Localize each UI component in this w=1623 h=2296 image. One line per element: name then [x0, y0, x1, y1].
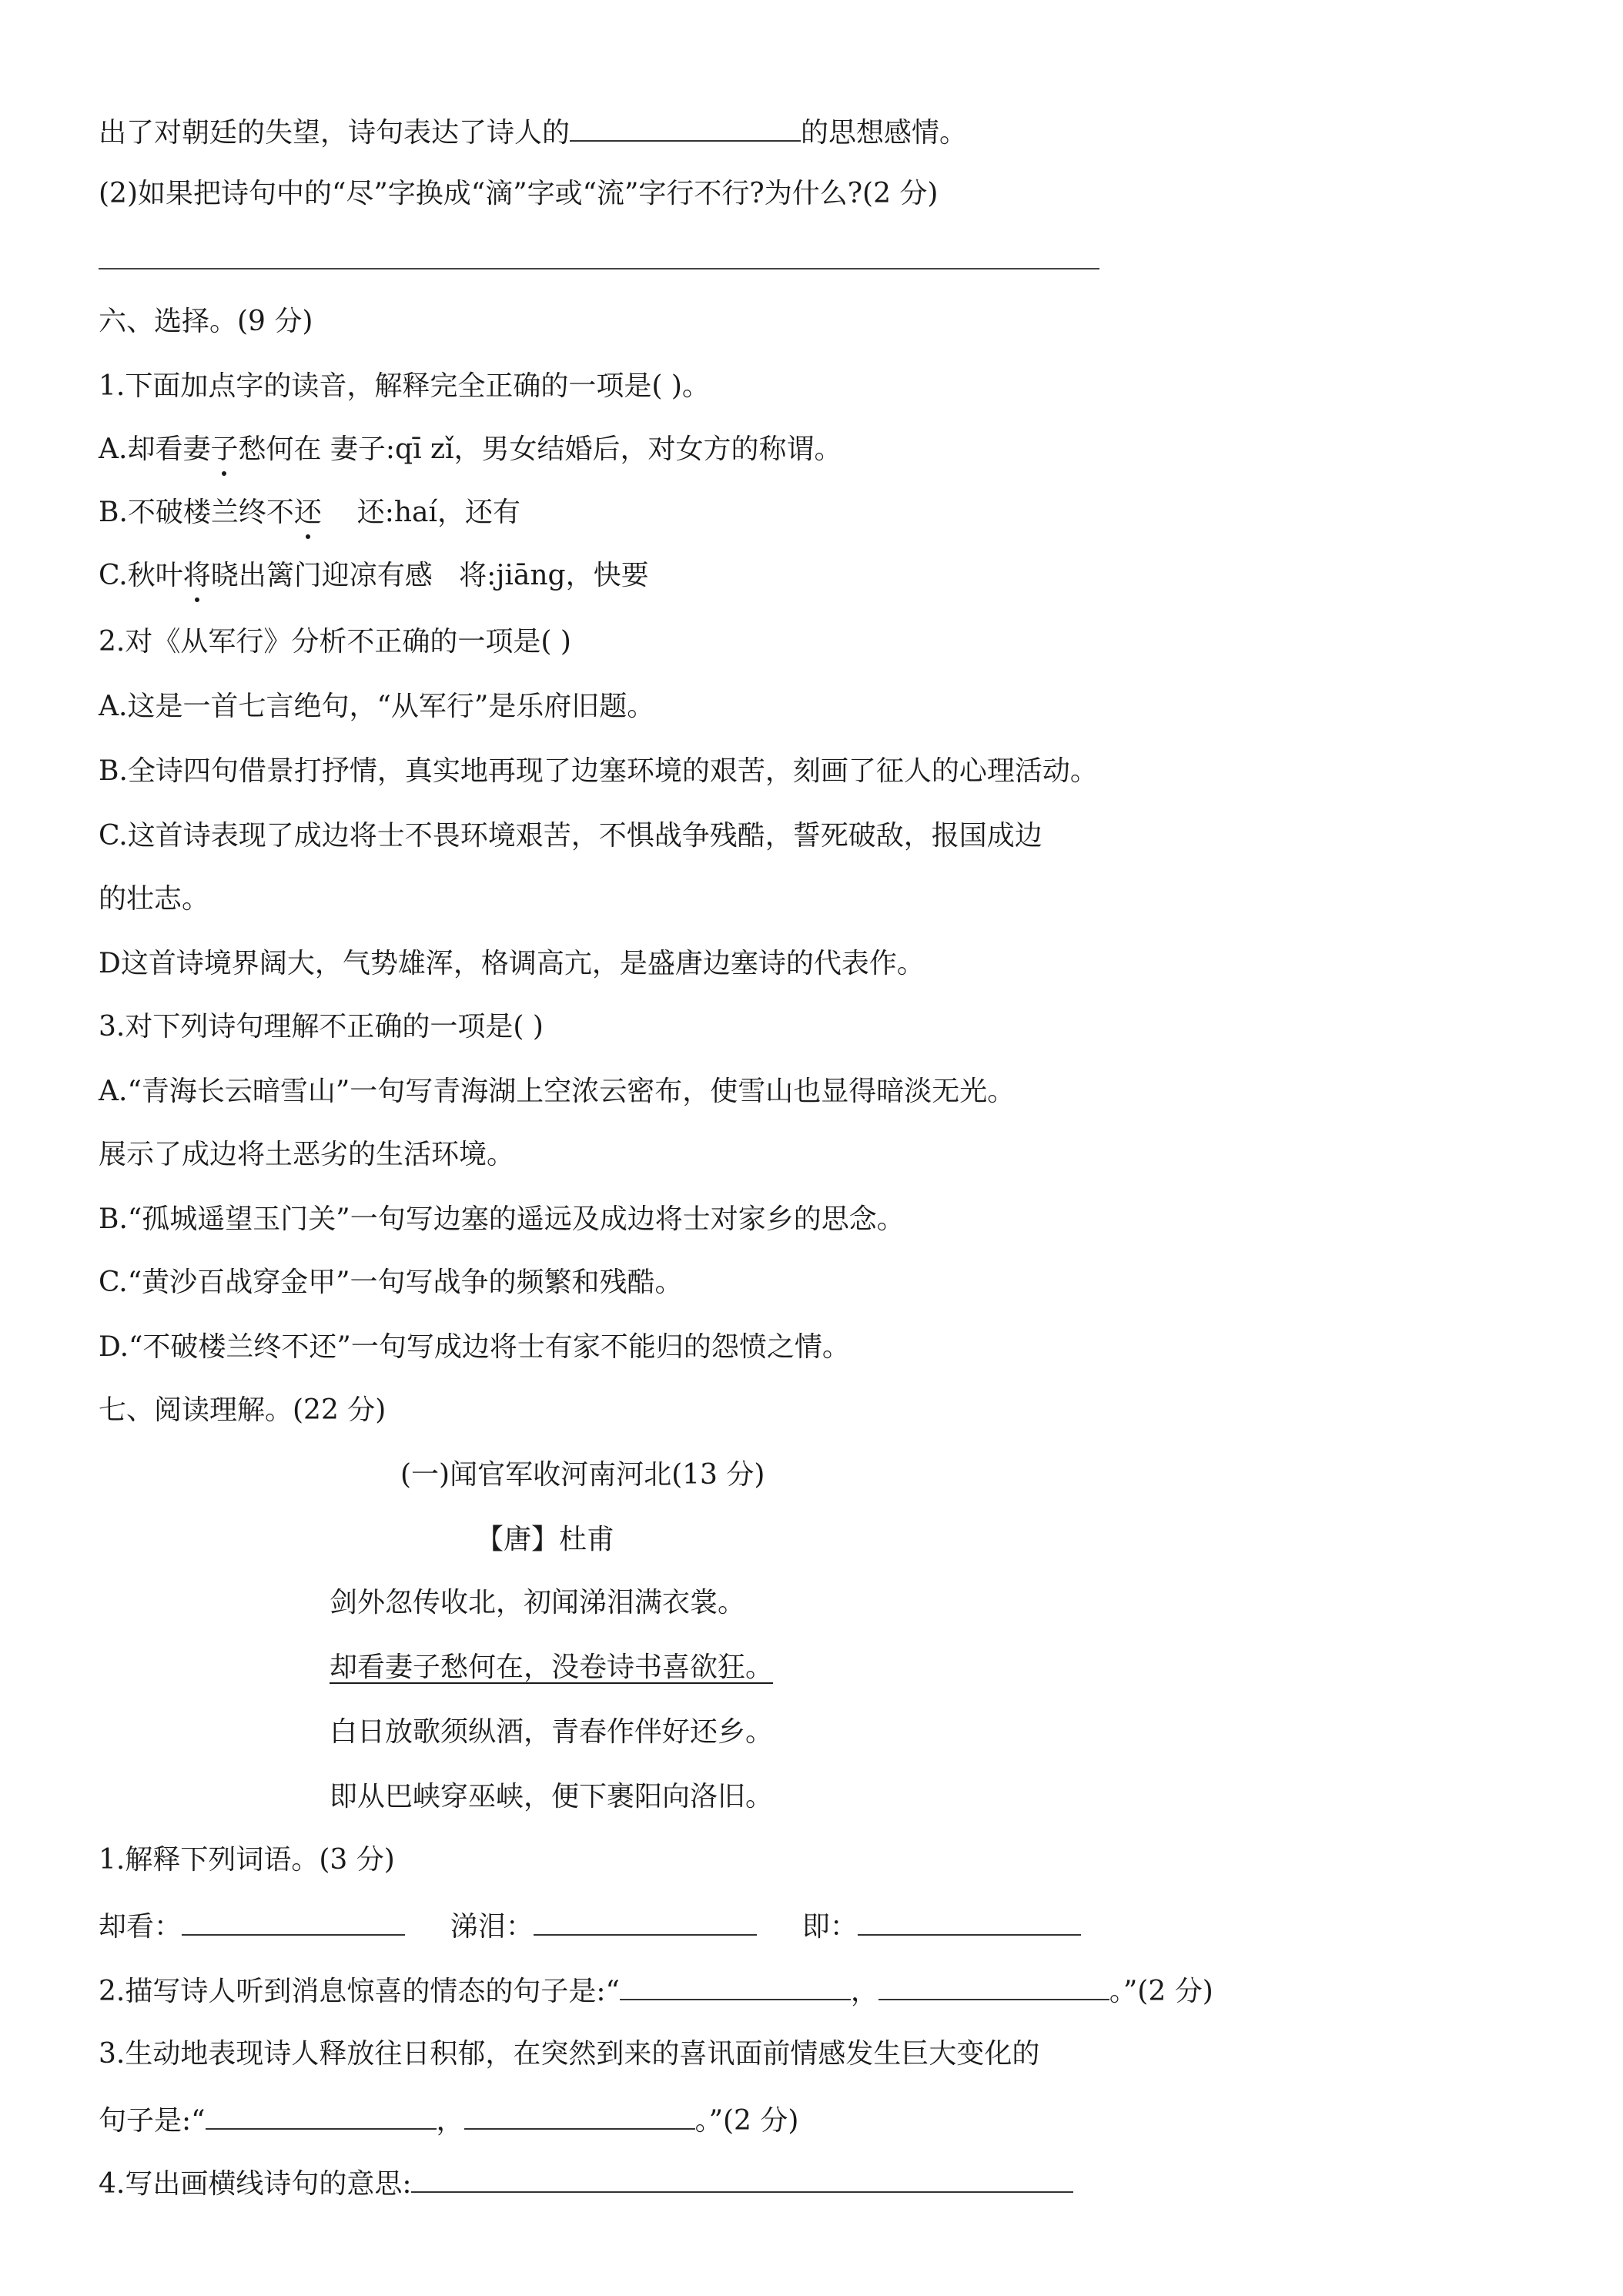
- poem-line-2: [330, 1651, 773, 1685]
- text: C.秋叶: [99, 560, 183, 591]
- reading-question-1: 1.解释下列词语。(3 分): [99, 1844, 395, 1876]
- line-1: [99, 114, 967, 150]
- option-3a-line1: A.“青海长云暗雪山”一句写青海湖上空浓云密布，使雪山也显得暗淡无光。: [99, 1076, 1016, 1107]
- option-2a: A.这是一首七言绝句，“从军行”是乐府旧题。: [99, 691, 655, 722]
- text: 的思想感情。: [801, 117, 968, 149]
- reading-question-3-line2: [99, 2102, 798, 2138]
- text: 4.写出画横线诗句的意思:: [99, 2168, 412, 2200]
- option-3b: B.“孤城遥望玉门关”一句写边塞的遥远及成边将士对家乡的思念。: [99, 1203, 905, 1235]
- text: 句子是:“: [99, 2105, 206, 2137]
- option-1c: [99, 559, 649, 593]
- option-2c-line1: C.这首诗表现了成边将士不畏环境艰苦，不惧战争残酷，誓死破敌，报国成边: [99, 820, 1042, 852]
- poem-author: 【唐】杜甫: [476, 1524, 615, 1555]
- option-2b: B.全诗四句借景打抒情，真实地再现了边塞环境的艰苦，刻画了征人的心理活动。: [99, 755, 1098, 787]
- answer-blank[interactable]: [534, 1908, 757, 1936]
- choice-question-3: 3.对下列诗句理解不正确的一项是( ): [99, 1011, 544, 1043]
- dotted-char: 子: [210, 433, 239, 465]
- answer-blank[interactable]: [878, 1973, 1109, 2000]
- vocab-blanks-row: [99, 1908, 1081, 1944]
- answer-line[interactable]: [99, 268, 1099, 269]
- text: ，: [436, 2105, 464, 2137]
- choice-question-1: 1.下面加点字的读音，解释完全正确的一项是( )。: [99, 370, 710, 402]
- text: 2.描写诗人听到消息惊喜的情态的句子是:“: [99, 1976, 620, 2007]
- choice-question-2: 2.对《从军行》分析不正确的一项是( ): [99, 626, 571, 658]
- answer-blank[interactable]: [570, 114, 801, 142]
- section-six-heading: 六、选择。(9 分): [99, 306, 313, 337]
- underlined-poem-line: 却看妻子愁何在，没卷诗书喜欲狂。: [330, 1652, 774, 1683]
- option-2d: D这首诗境界阔大，气势雄浑，格调高亢，是盛唐边塞诗的代表作。: [99, 948, 925, 979]
- option-3a-line2: 展示了成边将土恶劣的生活环境。: [99, 1139, 515, 1170]
- text: 愁何在 妻子:qī zǐ，男女结婚后，对女方的称谓。: [238, 433, 842, 465]
- text: 晓出篱门迎凉有感 将:jiāng，快要: [210, 560, 649, 591]
- text: 还:haí，还有: [321, 497, 520, 528]
- option-1a: [99, 433, 842, 467]
- poem-line-1: 剑外忽传收北，初闻涕泪满衣裳。: [330, 1587, 746, 1618]
- question-2-sub: (2)如果把诗句中的“尽”字换成“滴”字或“流”字行不行?为什么?(2 分): [99, 178, 939, 209]
- answer-blank[interactable]: [182, 1908, 405, 1936]
- dotted-char: 还: [293, 497, 322, 528]
- option-2c-line2: 的壮志。: [99, 883, 210, 915]
- vocab-label: 涕泪：: [450, 1911, 534, 1943]
- answer-blank[interactable]: [411, 2165, 1073, 2193]
- text: 。”(2 分): [1109, 1976, 1213, 2007]
- option-3d: D.“不破楼兰终不还”一句写成边将士有家不能归的怨愤之情。: [99, 1331, 850, 1363]
- option-1b: [99, 496, 520, 530]
- poem-line-4: 即从巴峡穿巫峡，便下裹阳向洛旧。: [330, 1781, 774, 1812]
- text: 。”(2 分): [694, 2105, 799, 2137]
- answer-blank[interactable]: [858, 1908, 1081, 1936]
- dotted-char: 将: [182, 560, 211, 591]
- vocab-label: 却看：: [99, 1911, 182, 1943]
- reading-question-3-line1: 3.生动地表现诗人释放往日积郁，在突然到来的喜讯面前情感发生巨大变化的: [99, 2038, 1040, 2070]
- text: ，: [850, 1976, 878, 2007]
- text: 出了对朝廷的失望，诗句表达了诗人的: [99, 117, 571, 149]
- answer-blank[interactable]: [464, 2102, 695, 2130]
- poem-line-3: 白日放歌须纵酒，青春作伴好还乡。: [330, 1716, 774, 1748]
- poem-title: (一)闻官军收河南河北(13 分): [400, 1459, 765, 1491]
- text: B.不破楼兰终不: [99, 497, 294, 528]
- section-seven-heading: 七、阅读理解。(22 分): [99, 1394, 387, 1426]
- reading-question-4: [99, 2165, 1073, 2201]
- answer-blank[interactable]: [620, 1973, 851, 2000]
- answer-blank[interactable]: [206, 2102, 437, 2130]
- text: A.却看妻: [99, 433, 211, 465]
- vocab-label: 即：: [801, 1911, 858, 1943]
- option-3c: C.“黄沙百战穿金甲”一句写战争的频繁和残酷。: [99, 1267, 683, 1298]
- reading-question-2: [99, 1973, 1213, 2009]
